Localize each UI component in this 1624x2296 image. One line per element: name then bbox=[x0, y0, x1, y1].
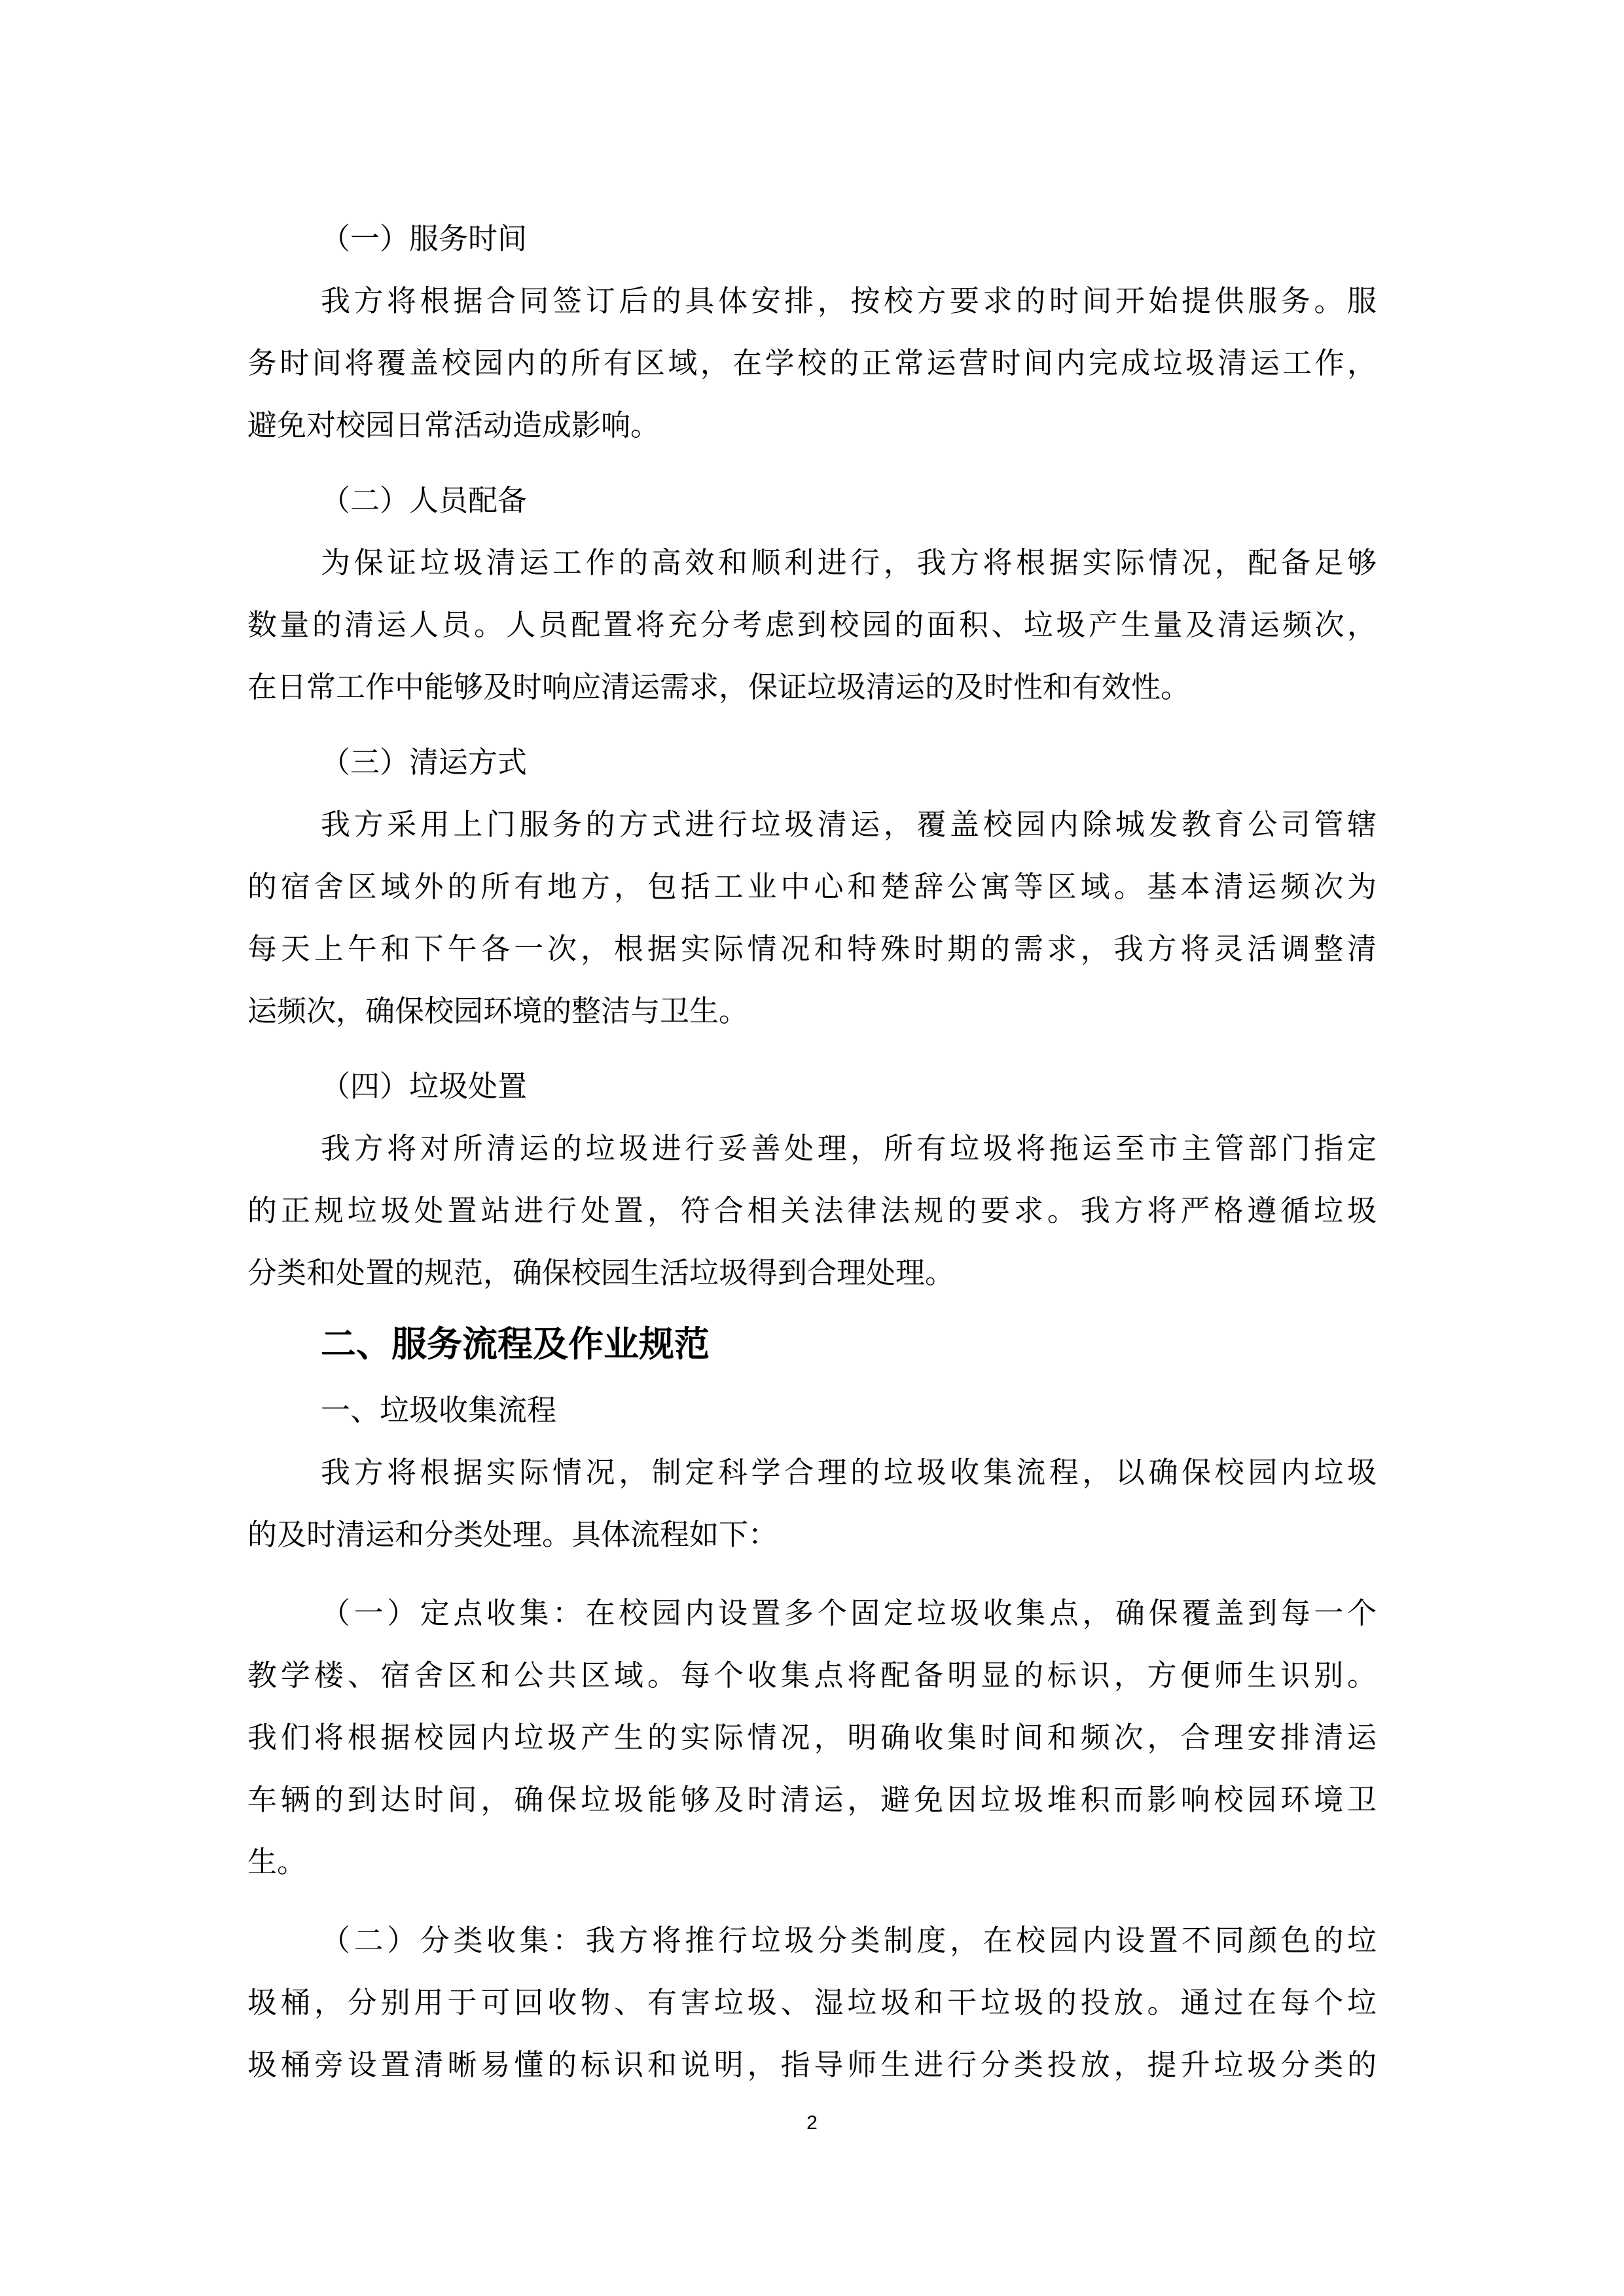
paragraph-line: 数量的清运人员。人员配置将充分考虑到校园的面积、垃圾产生量及清运频次， bbox=[247, 607, 1377, 642]
section-heading-staffing: （二）人员配备 bbox=[321, 483, 528, 518]
paragraph-line: 每天上午和下午各一次，根据实际情况和特殊时期的需求，我方将灵活调整清 bbox=[247, 931, 1377, 966]
paragraph-line: 教学楼、宿舍区和公共区域。每个收集点将配备明显的标识，方便师生识别。 bbox=[247, 1658, 1377, 1693]
paragraph-line: 圾桶，分别用于可回收物、有害垃圾、湿垃圾和干垃圾的投放。通过在每个垃 bbox=[247, 1985, 1377, 2020]
page-number: 2 bbox=[806, 2112, 818, 2134]
section-heading-method: （三）清运方式 bbox=[321, 745, 528, 780]
paragraph-line: 分类和处置的规范，确保校园生活垃圾得到合理处理。 bbox=[247, 1255, 955, 1290]
paragraph-line: 避免对校园日常活动造成影响。 bbox=[247, 408, 660, 442]
paragraph-line: 我们将根据校园内垃圾产生的实际情况，明确收集时间和频次，合理安排清运 bbox=[247, 1720, 1377, 1755]
paragraph-line: 生。 bbox=[247, 1844, 307, 1879]
paragraph-line: 我方将根据合同签订后的具体安排，按校方要求的时间开始提供服务。服 bbox=[321, 283, 1377, 318]
paragraph-line: 为保证垃圾清运工作的高效和顺利进行，我方将根据实际情况，配备足够 bbox=[321, 545, 1377, 580]
paragraph-line: 圾桶旁设置清晰易懂的标识和说明，指导师生进行分类投放，提升垃圾分类的 bbox=[247, 2047, 1377, 2082]
chapter-heading: 二、服务流程及作业规范 bbox=[321, 1323, 710, 1365]
paragraph-line: 在日常工作中能够及时响应清运需求，保证垃圾清运的及时性和有效性。 bbox=[247, 670, 1191, 704]
paragraph-line: （一）定点收集：在校园内设置多个固定垃圾收集点，确保覆盖到每一个 bbox=[321, 1596, 1377, 1630]
section-heading-disposal: （四）垃圾处置 bbox=[321, 1069, 528, 1103]
paragraph-line: 的正规垃圾处置站进行处置，符合相关法律法规的要求。我方将严格遵循垃圾 bbox=[247, 1193, 1377, 1228]
paragraph-line: （二）分类收集：我方将推行垃圾分类制度，在校园内设置不同颜色的垃 bbox=[321, 1923, 1377, 1958]
section-heading-service-time: （一）服务时间 bbox=[321, 221, 528, 256]
paragraph-line: 我方将根据实际情况，制定科学合理的垃圾收集流程，以确保校园内垃圾 bbox=[321, 1455, 1377, 1490]
paragraph-line: 我方将对所清运的垃圾进行妥善处理，所有垃圾将拖运至市主管部门指定 bbox=[321, 1131, 1377, 1166]
paragraph-line: 务时间将覆盖校园内的所有区域，在学校的正常运营时间内完成垃圾清运工作， bbox=[247, 346, 1377, 380]
paragraph-line: 的及时清运和分类处理。具体流程如下： bbox=[247, 1517, 778, 1552]
subheading-collection-process: 一、垃圾收集流程 bbox=[321, 1393, 557, 1427]
paragraph-line: 的宿舍区域外的所有地方，包括工业中心和楚辞公寓等区域。基本清运频次为 bbox=[247, 869, 1377, 904]
paragraph-line: 车辆的到达时间，确保垃圾能够及时清运，避免因垃圾堆积而影响校园环境卫 bbox=[247, 1782, 1377, 1817]
paragraph-line: 运频次，确保校园环境的整洁与卫生。 bbox=[247, 994, 749, 1028]
paragraph-line: 我方采用上门服务的方式进行垃圾清运，覆盖校园内除城发教育公司管辖 bbox=[321, 807, 1377, 842]
